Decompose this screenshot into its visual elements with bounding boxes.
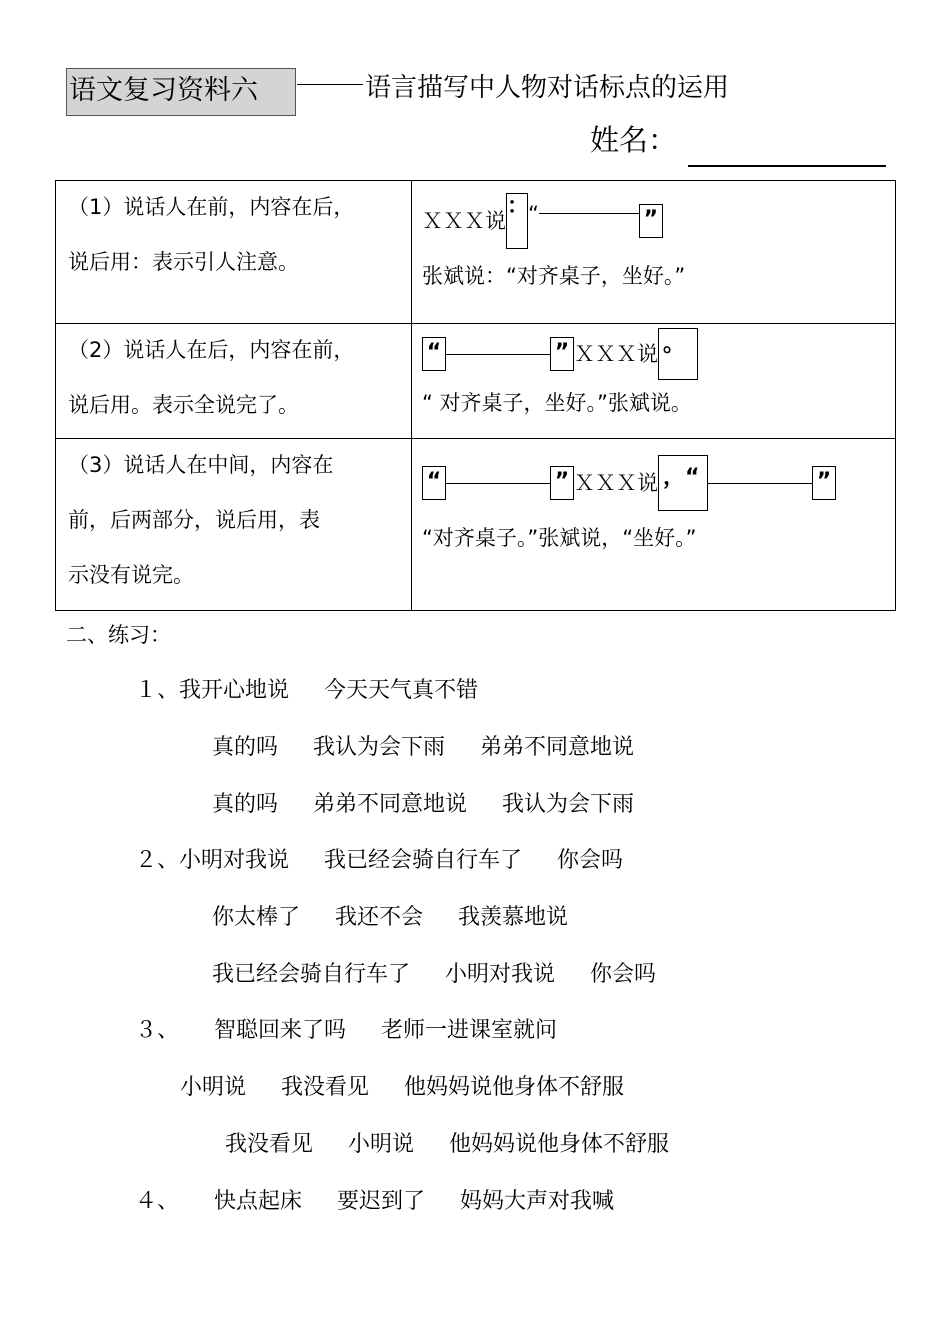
rule-2-example: “ 对齐桌子，坐好。”张斌说。	[422, 391, 692, 415]
rule-3-line-3: 示没有说完。	[68, 563, 194, 587]
phrase: 我羡慕地说	[458, 905, 569, 930]
rule-2-line-2: 说后用。表示全说完了。	[68, 393, 299, 417]
practice-line-8	[180, 1073, 624, 1103]
practice-line-10	[135, 1187, 614, 1217]
rule-2-pattern-cell	[412, 324, 896, 439]
practice-heading: 二、练习：	[66, 623, 171, 647]
title-dash	[297, 84, 363, 85]
phrase: 要迟到了	[337, 1189, 426, 1214]
rule-3-pattern	[422, 455, 885, 511]
phrase: 弟弟不同意地说	[480, 735, 635, 760]
punctuation-box: ，“	[658, 455, 708, 511]
phrase: 弟弟不同意地说	[313, 792, 468, 817]
phrase: 我认为会下雨	[313, 735, 446, 760]
phrase: 小明说	[180, 1075, 247, 1100]
phrase: ４、	[135, 1189, 180, 1214]
open-quote-box: “	[422, 337, 446, 371]
title-subtitle: 语言描写中人物对话标点的运用	[365, 73, 730, 103]
phrase: 快点起床	[214, 1189, 303, 1214]
rule-3-line-1: （3）说话人在中间，内容在	[68, 453, 334, 477]
punctuation-box: 。	[658, 328, 698, 380]
phrase: 他妈妈说他身体不舒服	[404, 1075, 625, 1100]
rule-2-pattern	[422, 328, 885, 380]
speaker-text: ＸＸＸ说	[574, 471, 658, 495]
name-blank-line[interactable]	[688, 165, 886, 167]
rule-2-line-1: （2）说话人在后，内容在前，	[68, 338, 355, 362]
phrase: 妈妈大声对我喊	[460, 1189, 615, 1214]
rule-row-1	[56, 181, 896, 324]
phrase: 真的吗	[212, 792, 279, 817]
content-dash	[446, 354, 550, 355]
rule-3-pattern-cell	[412, 439, 896, 611]
phrase: 小明说	[348, 1132, 415, 1157]
phrase: 你太棒了	[212, 905, 301, 930]
content-dash-2	[708, 483, 812, 484]
phrase: 你会吗	[557, 848, 624, 873]
speaker-text: ＸＸＸ说	[422, 209, 506, 233]
rule-1-pattern	[422, 193, 885, 249]
content-dash	[539, 213, 639, 214]
phrase: 小明对我说	[445, 962, 556, 987]
rule-1-line-1: （1）说话人在前，内容在后，	[68, 195, 355, 219]
phrase: 我已经会骑自行车了	[212, 962, 411, 987]
close-quote-box-2: ”	[812, 466, 836, 500]
phrase: １、我开心地说	[135, 678, 290, 703]
practice-line-6	[212, 960, 656, 990]
phrase: 老师一进课室就问	[381, 1018, 558, 1043]
punctuation-rules-table	[55, 180, 896, 611]
open-quote-box: “	[422, 466, 446, 500]
phrase: 我还不会	[335, 905, 424, 930]
practice-line-3	[212, 790, 634, 820]
rule-row-3	[56, 439, 896, 611]
practice-line-4	[135, 846, 623, 876]
rule-2-description	[56, 324, 412, 439]
practice-line-9	[225, 1130, 669, 1160]
close-quote-box: ”	[550, 337, 574, 371]
phrase: ２、小明对我说	[135, 848, 290, 873]
phrase: 智聪回来了吗	[214, 1018, 347, 1043]
phrase: 我没看见	[225, 1132, 314, 1157]
phrase: 今天天气真不错	[324, 678, 479, 703]
phrase: 我认为会下雨	[502, 792, 635, 817]
punctuation-box: ：	[506, 193, 528, 249]
phrase: 真的吗	[212, 735, 279, 760]
open-quote: “	[528, 202, 539, 226]
phrase: 你会吗	[590, 962, 657, 987]
name-label: 姓名：	[590, 123, 678, 157]
content-dash	[446, 483, 550, 484]
phrase: 我没看见	[281, 1075, 370, 1100]
close-quote-box: ”	[639, 204, 663, 238]
rule-1-example: 张斌说：“对齐桌子，坐好。”	[422, 264, 686, 288]
rule-1-description	[56, 181, 412, 324]
close-quote-box: ”	[550, 466, 574, 500]
practice-line-1	[135, 676, 478, 706]
practice-line-7	[135, 1016, 557, 1046]
rule-3-example: “对齐桌子。”张斌说，“坐好。”	[422, 526, 697, 550]
rule-row-2	[56, 324, 896, 439]
practice-line-2	[212, 733, 634, 763]
rule-1-line-2: 说后用：表示引人注意。	[68, 250, 299, 274]
title-box: 语文复习资料六	[66, 68, 296, 116]
phrase: 他妈妈说他身体不舒服	[449, 1132, 670, 1157]
practice-line-5	[212, 903, 568, 933]
phrase: 我已经会骑自行车了	[324, 848, 523, 873]
rule-3-description	[56, 439, 412, 611]
phrase: ３、	[135, 1018, 180, 1043]
rule-3-line-2: 前，后两部分，说后用，表	[68, 508, 320, 532]
speaker-text: ＸＸＸ说	[574, 342, 658, 366]
rule-1-pattern-cell	[412, 181, 896, 324]
